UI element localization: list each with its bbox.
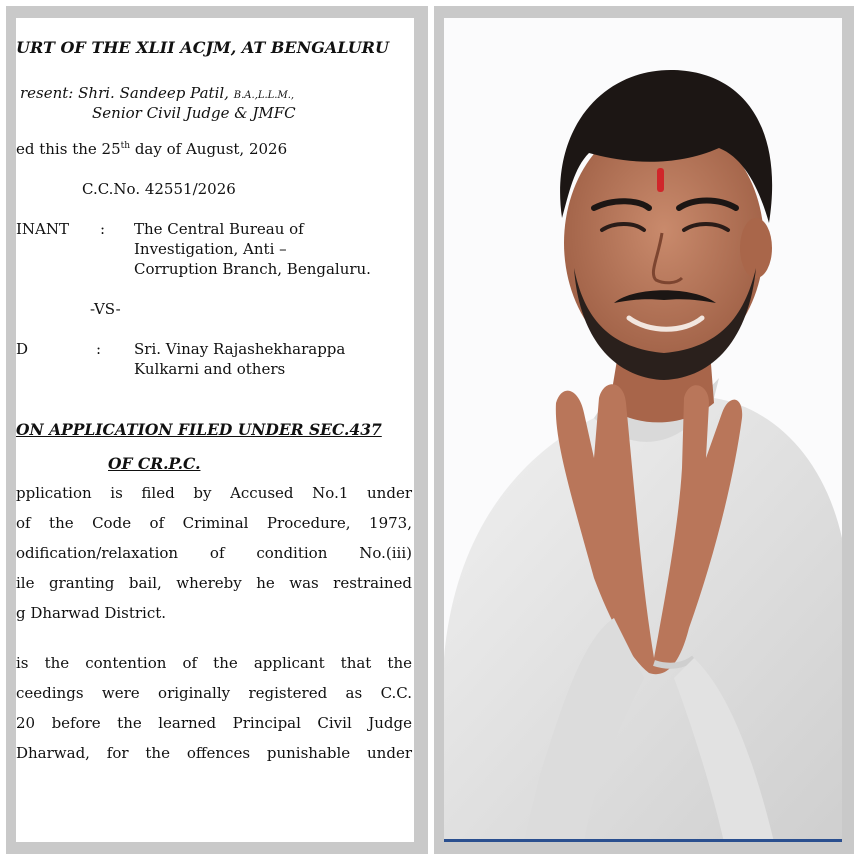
judge-title: Senior Civil Judge & JMFC xyxy=(92,104,296,122)
court-document-panel xyxy=(16,18,414,842)
complainant-line-2: Investigation, Anti – xyxy=(134,240,287,258)
portrait-illustration xyxy=(444,18,842,842)
para2-line-3: 20 before the learned Principal Civil Judge xyxy=(16,714,412,732)
tilak-mark xyxy=(657,168,664,192)
accused-label: D xyxy=(16,340,29,358)
dated-sup: th xyxy=(120,141,131,151)
para1-line-3: odification/relaxation of condition No.(iii) xyxy=(16,544,412,562)
complainant-line-1: The Central Bureau of xyxy=(134,220,304,238)
para1-line-4: ile granting bail, whereby he was restrained xyxy=(16,574,412,592)
judge-degree: B.A.,L.L.M., xyxy=(233,90,295,101)
complainant-line-3: Corruption Branch, Bengaluru. xyxy=(134,260,371,278)
para1-last: g Dharwad District. xyxy=(16,604,167,622)
accused-colon: : xyxy=(96,340,102,358)
portrait-panel xyxy=(444,18,842,842)
para1-line-2: of the Code of Criminal Procedure, 1973, xyxy=(16,514,412,532)
ear xyxy=(740,218,772,278)
para1-line-1: pplication is filed by Accused No.1 under xyxy=(16,484,412,502)
order-heading-2: OF CR.P.C. xyxy=(108,454,201,473)
bottom-accent-line xyxy=(444,839,842,842)
complainant-colon: : xyxy=(100,220,106,238)
case-number: C.C.No. 42551/2026 xyxy=(82,180,236,198)
para2-line-4: Dharwad, for the offences punishable under xyxy=(16,744,412,762)
versus: -VS- xyxy=(90,300,121,318)
para2-line-2: ceedings were originally registered as C.C. xyxy=(16,684,412,702)
complainant-label: INANT xyxy=(16,220,70,238)
judge-name: resent: Shri. Sandeep Patil, xyxy=(20,84,229,102)
accused-line-1: Sri. Vinay Rajashekharappa xyxy=(134,340,346,358)
present-line xyxy=(20,84,294,102)
dated-line xyxy=(16,140,287,158)
dated-rest: day of August, 2026 xyxy=(130,140,288,158)
order-heading-1: ON APPLICATION FILED UNDER SEC.437 xyxy=(16,420,382,439)
para2-line-1: is the contention of the applicant that the xyxy=(16,654,412,672)
dated-prefix: ed this the 25 xyxy=(16,140,121,158)
accused-line-2: Kulkarni and others xyxy=(134,360,286,378)
court-heading: URT OF THE XLII ACJM, AT BENGALURU xyxy=(16,38,389,57)
